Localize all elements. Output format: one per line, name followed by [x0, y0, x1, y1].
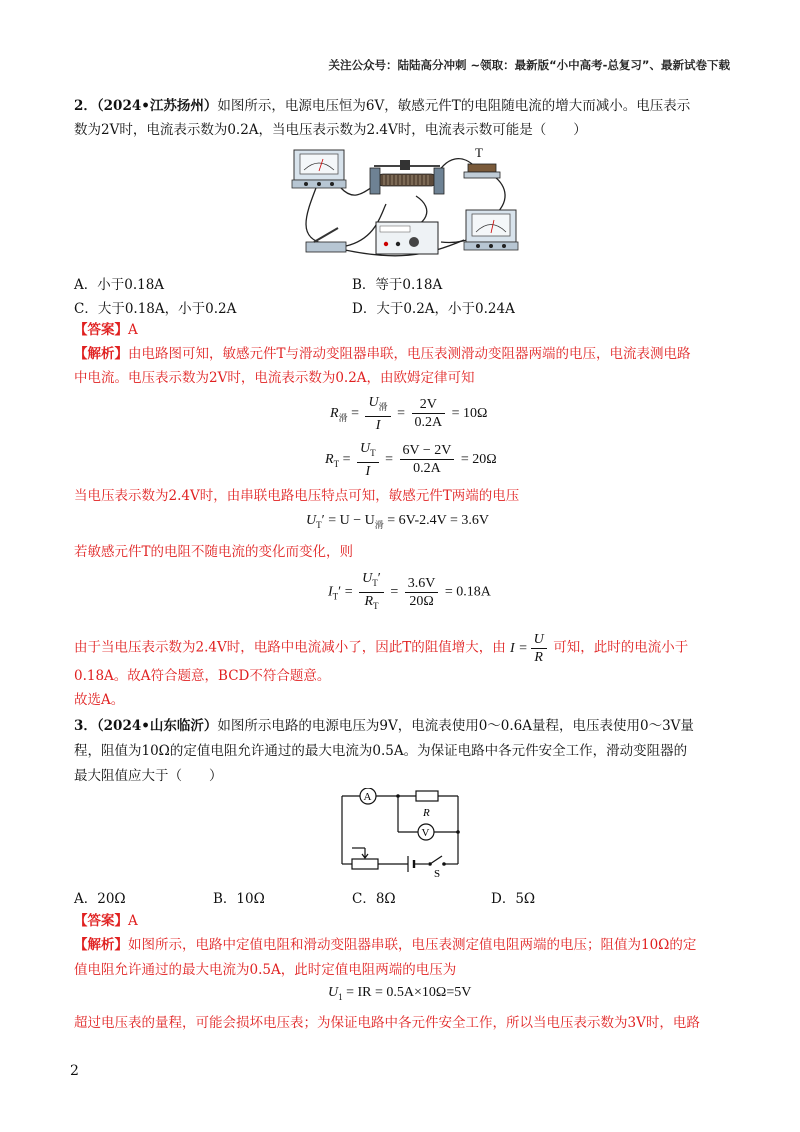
- switch-device: [306, 228, 346, 252]
- q3-source: （2024•山东临沂）: [96, 718, 218, 734]
- eq-symbol: I: [328, 584, 333, 600]
- ammeter-device: [464, 210, 518, 250]
- equation-u-t-prime: [306, 513, 489, 531]
- rheostat-device: [370, 160, 444, 194]
- q2-option-a: A．小于0.18A: [74, 277, 165, 293]
- label-V: V: [421, 827, 430, 839]
- eq-mid: = U − U: [328, 513, 375, 528]
- answer-value: A: [128, 322, 138, 338]
- q2-analysis-line4: 若敏感元件T的电阻不随电流的变化而变化，则: [74, 544, 354, 560]
- q3-option-d: D．5Ω: [491, 891, 536, 907]
- rheostat-symbol: [352, 848, 378, 869]
- eq-lhs: I =: [510, 640, 528, 656]
- q3-stem-line2: 程，阻值为10Ω的定值电阻允许通过的最大电流为0.5A。为保证电路中各元件安全工作，滑动变阻器的: [74, 743, 688, 759]
- q2-analysis-line2: 中电流。电压表示数为2V时，电流表示数为0.2A，由欧姆定律可知: [74, 370, 475, 386]
- equation-u1: [328, 985, 471, 1002]
- q2-conclusion: 故选A。: [74, 692, 125, 708]
- eq-sub: 滑: [338, 412, 348, 423]
- eq-den: R: [534, 650, 543, 665]
- q2-option-c: C．大于0.18A，小于0.2A: [74, 301, 237, 317]
- eq-num: U: [362, 571, 373, 586]
- label-A: A: [363, 791, 372, 803]
- eq-symbol: R: [330, 406, 339, 422]
- eq-mid-sub: 滑: [374, 519, 384, 530]
- q2-stem-line1: [74, 96, 690, 116]
- eq-rest: = 6V-2.4V = 3.6V: [387, 513, 489, 528]
- q3-option-a: A．20Ω: [74, 891, 126, 907]
- analysis-tag: 【解析】: [74, 346, 128, 362]
- analysis-text: 由于当电压表示数为2.4V时，电路中电流减小了，因此T的阻值增大，由: [74, 639, 506, 656]
- q2-analysis-line3: 当电压表示数为2.4V时，由串联电路电压特点可知，敏感元件T两端的电压: [74, 488, 520, 504]
- q3-option-b: B．10Ω: [213, 891, 265, 907]
- q2-option-d: D．大于0.2A，小于0.24A: [352, 301, 515, 317]
- eq-symbol: U: [328, 985, 339, 1000]
- resistor-symbol: [416, 791, 438, 819]
- label-S: S: [434, 868, 441, 878]
- q3-analysis-line2: 值电阻允许通过的最大电流为0.5A，此时定值电阻两端的电压为: [74, 962, 457, 978]
- eq-result: = 20Ω: [460, 452, 497, 468]
- q2-source: （2024•江苏扬州）: [96, 98, 218, 114]
- analysis-tag: 【解析】: [74, 937, 128, 953]
- q2-answer: [74, 320, 138, 340]
- answer-tag: 【答案】: [74, 322, 128, 338]
- eq-num2: 3.6V: [405, 575, 439, 593]
- eq-symbol: R: [325, 452, 334, 468]
- q3-stem-line3: 最大阻值应大于（ ）: [74, 768, 223, 784]
- switch-symbol: [428, 856, 446, 878]
- eq-symbol: U: [306, 513, 317, 528]
- q2-stem-line2: 数为2V时，电流表示数为0.2A，当电压表示数为2.4V时，电流表示数可能是（ ）: [74, 122, 587, 138]
- q2-number: 2．: [74, 98, 97, 114]
- label-T: T: [475, 145, 483, 160]
- battery-symbol: [408, 856, 414, 872]
- eq-num: U: [533, 632, 544, 647]
- eq-den: R: [364, 593, 374, 609]
- eq-num-sub: T: [372, 577, 378, 588]
- q2-text-1: 如图所示，电源电压恒为6V，敏感元件T的电阻随电流的增大而减小。电压表示: [217, 98, 691, 114]
- q2-analysis-line5: [74, 631, 688, 666]
- q3-circuit-schematic: [338, 788, 468, 878]
- inline-ohm-law: [510, 632, 553, 665]
- analysis-text: 可知，此时的电流小于: [553, 639, 689, 656]
- eq-den2: 0.2A: [414, 415, 443, 431]
- ammeter-symbol: [360, 788, 376, 804]
- q2-option-b: B．等于0.18A: [352, 277, 443, 293]
- eq-den: I: [365, 463, 371, 479]
- page-header: 关注公众号：陆陆高分冲刺 ~领取：最新版“小中高考-总复习”、最新试卷下载: [328, 58, 730, 72]
- analysis-text: 由电路图可知，敏感元件T与滑动变阻器串联，电压表测滑动变阻器两端的电压，电流表测电路: [128, 346, 691, 362]
- eq-den2: 20Ω: [409, 593, 434, 609]
- eq-sub: T: [333, 458, 340, 469]
- q2-circuit-apparatus-figure: [286, 144, 524, 266]
- q3-option-c: C．8Ω: [352, 891, 396, 907]
- label-R: R: [423, 807, 430, 819]
- eq-rest: = IR = 0.5A×10Ω=5V: [346, 985, 472, 1000]
- eq-num-sub: 滑: [378, 401, 388, 412]
- eq-den: I: [375, 417, 381, 433]
- eq-num2: 2V: [412, 396, 446, 414]
- eq-sub: T: [316, 519, 322, 530]
- eq-prime: ′: [338, 584, 342, 600]
- q3-analysis-line1: [74, 935, 696, 955]
- q3-text-1: 如图所示电路的电源电压为9V，电流表使用0～0.6A量程，电压表使用0～3V量: [217, 718, 694, 734]
- voltmeter-symbol: [418, 824, 434, 840]
- equation-r-t: $R_T$ = $\frac{U_T}{I}$ = $\frac{6V - 2V}{0.2A}$ = 20Ω: [325, 441, 497, 479]
- eq-prime: ′: [321, 513, 325, 528]
- q2-analysis-line1: [74, 344, 691, 364]
- eq-num: U: [359, 441, 371, 456]
- page-number: 2: [70, 1063, 79, 1079]
- eq-result: = 0.18A: [444, 584, 491, 600]
- q3-number: 3．: [74, 718, 97, 734]
- eq-num: U: [368, 395, 379, 410]
- eq-den2: 0.2A: [413, 461, 441, 477]
- answer-tag: 【答案】: [74, 913, 128, 929]
- eq-sub: 1: [338, 991, 343, 1002]
- q3-stem-line1: [74, 716, 694, 736]
- eq-sub: T: [332, 591, 339, 602]
- q3-answer: [74, 911, 138, 931]
- q2-analysis-line6: 0.18A。故A符合题意，BCD不符合题意。: [74, 668, 331, 684]
- eq-result: = 10Ω: [451, 406, 488, 422]
- eq-den-sub: T: [373, 600, 379, 611]
- equation-i-t-prime: $I_T'$ = $\frac{U_T'}{R_T}$ = $\frac{3.6V}{20\Omega}$ = 0.18A: [328, 571, 491, 611]
- analysis-text: 如图所示，电路中定值电阻和滑动变阻器串联，电压表测定值电阻两端的电压；阻值为10Ω的定: [128, 937, 697, 953]
- answer-value: A: [128, 913, 138, 929]
- eq-num-sub: T: [370, 447, 376, 458]
- voltmeter-device: [292, 150, 346, 188]
- power-supply-device: [376, 222, 438, 254]
- q3-analysis-line3: 超过电压表的量程，可能会损坏电压表；为保证电路中各元件安全工作，所以当电压表示数为3V时，电路: [74, 1015, 700, 1031]
- eq-num2: 6V − 2V: [400, 442, 455, 460]
- equation-r-slide: $R_滑$ = $\frac{U_滑}{I}$ = $\frac{2V}{0.2A}$ = 10Ω: [330, 395, 488, 433]
